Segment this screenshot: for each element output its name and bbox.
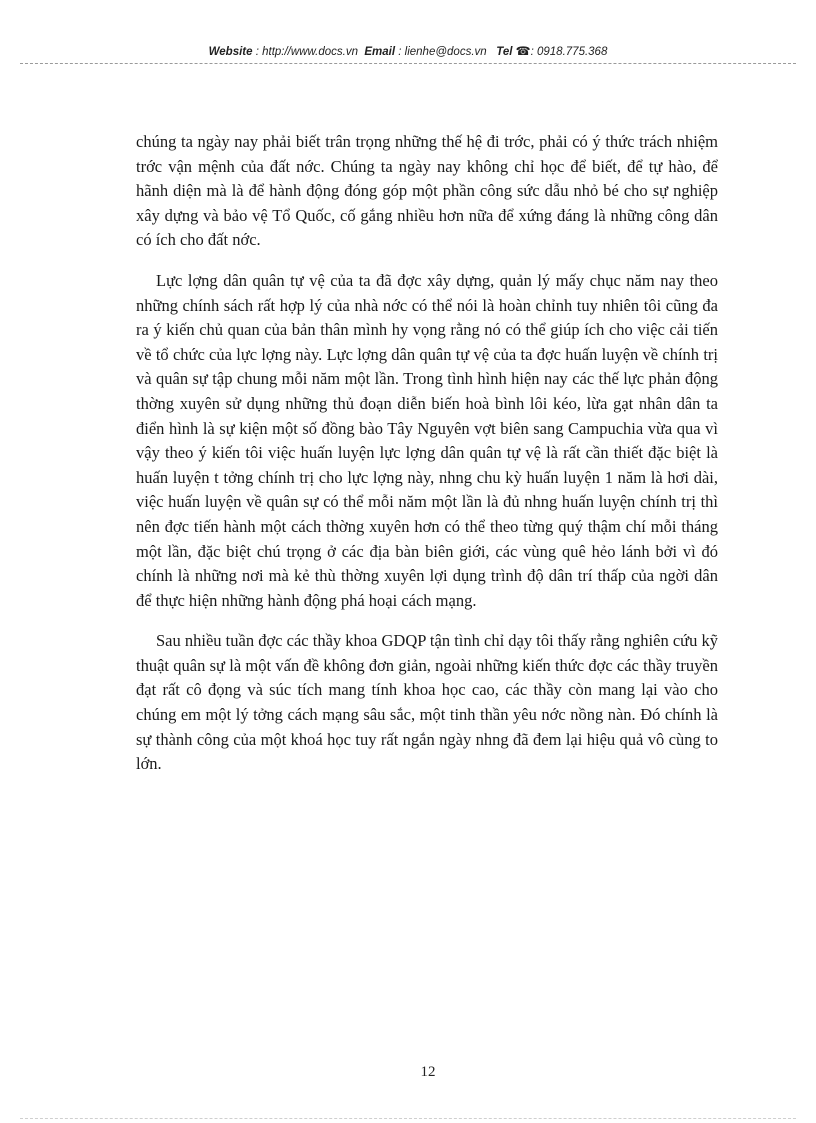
tel-value: : 0918.775.368: [530, 46, 608, 58]
email-value: : lienhe@docs.vn: [398, 46, 487, 58]
body-paragraph-1: chúng ta ngày nay phải biết trân trọng những thế hệ đi trớc, phải có ý thức trách nhiệm trớc vận mệnh của đất nớc. Chúng ta ngày nay không chỉ học để biết, để tự hào, để hãnh diện mà là để hành động đóng góp một phần công sức dẫu nhỏ bé cho sự nghiệp xây dựng và bảo vệ Tổ Quốc, cố gắng nhiều hơn nữa để xứng đáng là những công dân có ích cho đất nớc.: [136, 132, 718, 250]
phone-icon: ☎: [515, 44, 531, 58]
body-paragraph-2: Lực lợng dân quân tự vệ của ta đã đợc xây dựng, quản lý mấy chục năm nay theo những chính sách rất hợp lý của nhà nớc có thể nói là hoàn chỉnh tuy nhiên tôi cũng đa ra ý kiến chủ quan của bản thân mình hy vọng rằng nó có thể giúp ích cho việc cải tiến về tổ chức của lực lợng này. Lực lợng dân quân tự vệ của ta đợc huấn luyện về chính trị và quân sự tập chung mỗi năm một lần. Trong tình hình hiện nay các thế lực phản động thờng xuyên sử dụng những thủ đoạn diễn biến hoà bình lôi kéo, lừa gạt nhân dân ta điển hình là sự kiện một số đồng bào Tây Nguyên vợt biên sang Campuchia vừa qua vì vậy theo ý kiến tôi việc huấn luyện lực lợng dân quân tự vệ là rất cần thiết đặc biệt là huấn luyện t tởng chính trị cho lực lợng này, nhng chu kỳ huấn luyện 1 năm là hơi dài, việc huấn luyện về quân sự có thể mỗi năm một lần là đủ nhng huấn luyện chính trị thì nên đợc tiến hành một cách thờng xuyên hơn có thể theo từng quý thậm chí mỗi tháng một lần, đặc biệt chú trọng ở các địa bàn biên giới, các vùng quê hẻo lánh bởi vì đó chính là những nơi mà kẻ thù thờng xuyên lợi dụng trình độ dân trí thấp của ngời dân để thực hiện những hành động phá hoại cách mạng.: [136, 270, 718, 610]
body-paragraph-3: Sau nhiều tuần đợc các thầy khoa GDQP tận tình chỉ dạy tôi thấy rằng nghiên cứu kỹ thuật quân sự là một vấn đề không đơn giản, ngoài những kiến thức đợc các thầy truyền đạt rất cô đọng và súc tích mang tính khoa học cao, các thầy còn mang lại vào cho chúng em một lý tởng cách mạng sâu sắc, một tinh thần yêu nớc nồng nàn. Đó chính là sự thành công của một khoá học tuy rất ngắn ngày nhng đã đem lại hiệu quả vô cùng to lớn.: [136, 631, 718, 774]
page-number: 12: [420, 1064, 436, 1080]
page-header: [30, 44, 786, 58]
website-url: : http://www.docs.vn: [255, 46, 358, 58]
tel-label: Tel: [496, 46, 513, 58]
email-label: Email: [364, 46, 396, 58]
footer-divider: [20, 1118, 796, 1119]
document-body: [136, 130, 718, 793]
header-divider: [20, 63, 796, 64]
website-label: Website: [208, 46, 253, 58]
